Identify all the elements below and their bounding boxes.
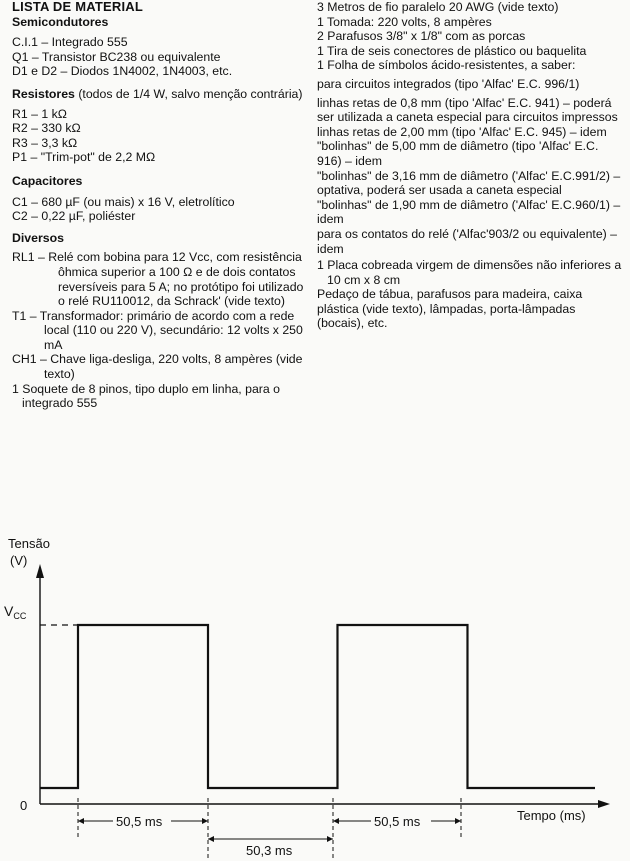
dim-arrow <box>327 836 333 842</box>
list-item-placa: 1 Placa cobreada virgem de dimensões não inferiores a 10 cm x 8 cm <box>317 258 622 287</box>
dim-arrow <box>208 836 214 842</box>
list-item: 3 Metros de fio paralelo 20 AWG (vide texto) <box>317 0 559 14</box>
list-item: R1 – 1 kΩ <box>12 106 67 121</box>
list-item-t1: T1 – Transformador: primário de acordo com a rede local (110 ou 220 V), secundário: 12 volts x 250 mA <box>12 308 303 352</box>
material-list-left <box>12 0 304 411</box>
section-note: (todos de 1/4 W, salvo menção contrária) <box>78 86 303 101</box>
symbol-item: "bolinhas" de 5,00 mm de diâmetro (tipo 'Alfac' E.C. 916) – idem <box>317 139 599 168</box>
symbol-item: "bolinhas" de 1,90 mm de diâmetro ('Alfac' E.C.960/1) – idem <box>317 197 621 227</box>
list-item: R2 – 330 kΩ <box>12 121 81 136</box>
list-item-pedaco: Pedaço de tábua, parafusos para madeira, caixa plástica (vide texto), lâmpadas, porta-lâmpadas (bocais), etc. <box>317 287 583 331</box>
symbol-item: linhas retas de 0,8 mm (tipo 'Alfac' E.C. 941) – poderá ser utilizada a caneta especial para circuitos impressos <box>317 95 618 125</box>
section-semicondutores: Semicondutores <box>12 14 109 29</box>
dim-arrow <box>78 818 84 824</box>
list-item: R3 – 3,3 kΩ <box>12 135 78 150</box>
list-item: C2 – 0,22 µF, poliéster <box>12 209 136 224</box>
list-item-soquete: 1 Soquete de 8 pinos, tipo duplo em linha, para o integrado 555 <box>12 381 280 411</box>
x-axis-label: Tempo (ms) <box>517 808 586 823</box>
symbol-item: para os contatos do relé ('Alfac'903/2 ou equivalente) – idem <box>317 226 618 256</box>
waveform-chart <box>0 528 630 861</box>
dim-arrow <box>455 818 461 824</box>
y-tick-zero: 0 <box>20 798 28 813</box>
dimension-label-3: 50,5 ms <box>374 814 421 829</box>
list-item: D1 e D2 – Diodos 1N4002, 1N4003, etc. <box>12 64 233 79</box>
list-item: C.I.1 – Integrado 555 <box>12 35 128 50</box>
y-tick-vcc: $V_{CC}$ <box>4 603 27 621</box>
symbol-item: para circuitos integrados (tipo 'Alfac' E.C. 996/1) <box>317 76 580 91</box>
list-item: P1 – "Trim-pot" de 2,2 MΩ <box>12 150 156 165</box>
y-axis-unit: (V) <box>10 553 28 568</box>
dim-arrow <box>333 818 339 824</box>
dimension-label-2: 50,3 ms <box>246 843 293 858</box>
material-list-right <box>317 0 622 331</box>
list-title: LISTA DE MATERIAL <box>12 0 143 14</box>
section-heading: Resistores <box>12 86 75 101</box>
y-axis-arrow <box>36 564 44 578</box>
waveform-series <box>40 625 595 788</box>
x-axis-arrow <box>598 800 610 808</box>
list-item: 1 Folha de símbolos ácido-resistentes, a saber: <box>317 58 576 73</box>
dimension-label-1: 50,5 ms <box>116 814 163 829</box>
y-axis-label: Tensão <box>8 536 50 551</box>
section-capacitores: Capacitores <box>12 173 83 188</box>
section-resistores <box>12 87 304 102</box>
list-item: 2 Parafusos 3/8" x 1/8" com as porcas <box>317 29 526 44</box>
symbol-item: linhas retas de 2,00 mm (tipo 'Alfac' E.C. 945) – idem <box>317 124 607 139</box>
list-item: 1 Tomada: 220 volts, 8 ampères <box>317 14 492 29</box>
list-item: 1 Tira de seis conectores de plástico ou baquelita <box>317 43 587 58</box>
dim-arrow <box>202 818 208 824</box>
section-diversos: Diversos <box>12 230 64 245</box>
list-item-rl1: RL1 – Relé com bobina para 12 Vcc, com resistência ôhmica superior a 100 Ω e de dois contatos reversíveis para 5 A; no protótipo foi utilizado o relé RU110012, da Schrack' (vide texto) <box>12 250 304 309</box>
list-item-ch1: CH1 – Chave liga-desliga, 220 volts, 8 ampères (vide texto) <box>12 352 303 382</box>
list-item: C1 – 680 µF (ou mais) x 16 V, eletrolítico <box>12 194 235 209</box>
symbol-item: "bolinhas" de 3,16 mm de diâmetro ('Alfac' E.C.991/2) – optativa, poderá ser usada a caneta especial <box>317 168 621 198</box>
list-item: Q1 – Transistor BC238 ou equivalente <box>12 49 221 64</box>
